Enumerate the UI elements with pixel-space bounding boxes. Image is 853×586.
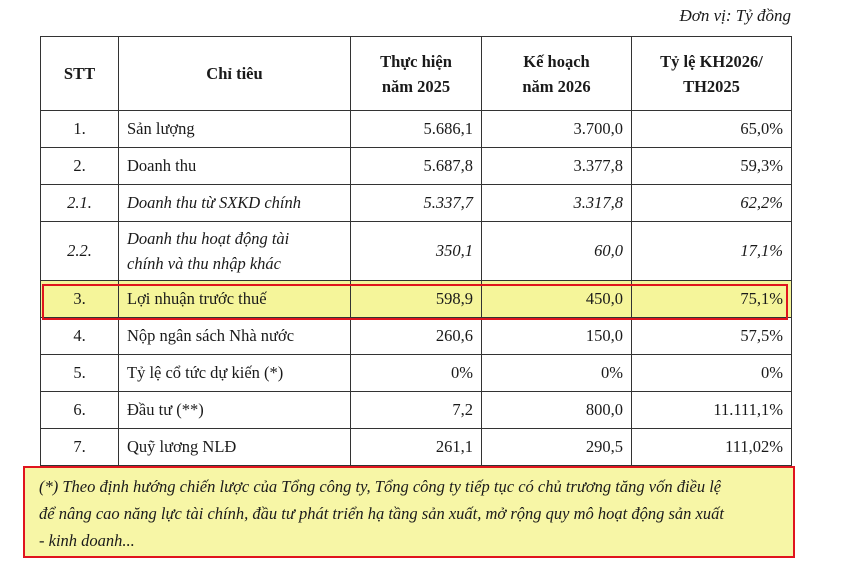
row-ratio: 59,3% [632,148,792,185]
row-plan: 150,0 [482,318,632,355]
row-actual: 261,1 [351,429,482,466]
footnote-box [23,466,795,558]
row-actual: 5.686,1 [351,111,482,148]
row-ratio: 111,02% [632,429,792,466]
header-actual-line1: Thực hiện [380,51,452,71]
row-ratio: 75,1% [632,281,792,318]
row-ratio: 62,2% [632,185,792,222]
row-plan: 3.317,8 [482,185,632,222]
table-row [41,318,792,355]
row-actual: 5.337,7 [351,185,482,222]
row-plan: 60,0 [482,222,632,281]
table-header-row [41,37,792,111]
header-ratio-line2: TH2025 [683,76,740,96]
row-ratio: 57,5% [632,318,792,355]
row-actual: 0% [351,355,482,392]
row-stt: 4. [41,318,119,355]
row-stt: 2. [41,148,119,185]
header-ratio [632,37,792,111]
row-ratio: 11.111,1% [632,392,792,429]
row-plan: 0% [482,355,632,392]
row-name: Doanh thu từ SXKD chính [119,185,351,222]
row-actual: 260,6 [351,318,482,355]
row-name [119,222,351,281]
row-plan: 450,0 [482,281,632,318]
row-name-line2: chính và thu nhập khác [127,254,281,273]
row-stt: 6. [41,392,119,429]
table-row-highlighted [41,281,792,318]
header-actual-2025 [351,37,482,111]
header-actual-line2: năm 2025 [381,76,451,96]
row-plan: 290,5 [482,429,632,466]
table-row [41,392,792,429]
row-plan: 3.700,0 [482,111,632,148]
financial-plan-table [40,36,792,466]
header-stt: STT [41,37,119,111]
row-name: Quỹ lương NLĐ [119,429,351,466]
row-name: Đầu tư (**) [119,392,351,429]
row-ratio: 0% [632,355,792,392]
row-name-line1: Doanh thu hoạt động tài [127,229,290,248]
footnote-line3: - kinh doanh... [39,531,135,550]
row-name: Doanh thu [119,148,351,185]
row-actual: 350,1 [351,222,482,281]
row-ratio: 65,0% [632,111,792,148]
table-row [41,111,792,148]
header-plan-2026 [482,37,632,111]
row-actual: 7,2 [351,392,482,429]
row-plan: 3.377,8 [482,148,632,185]
row-stt: 7. [41,429,119,466]
unit-label: Đơn vị: Tỷ đồng [679,6,791,25]
row-name: Lợi nhuận trước thuế [119,281,351,318]
row-ratio: 17,1% [632,222,792,281]
row-name: Sản lượng [119,111,351,148]
header-plan-line2: năm 2026 [522,76,591,96]
row-name: Tỷ lệ cổ tức dự kiến (*) [119,355,351,392]
row-actual: 598,9 [351,281,482,318]
table-row [41,429,792,466]
header-plan-line1: Kế hoạch [523,51,590,71]
row-stt: 1. [41,111,119,148]
row-stt: 5. [41,355,119,392]
row-plan: 800,0 [482,392,632,429]
table-row [41,222,792,281]
table-row [41,148,792,185]
row-stt: 2.1. [41,185,119,222]
header-ratio-line1: Tỷ lệ KH2026/ [660,51,763,71]
row-name: Nộp ngân sách Nhà nước [119,318,351,355]
table-row [41,185,792,222]
footnote-line1: (*) Theo định hướng chiến lược của Tổng công ty, Tổng công ty tiếp tục có chủ trương tăng vốn điều lệ [39,477,722,496]
header-name: Chỉ tiêu [119,37,351,111]
table-row [41,355,792,392]
row-stt: 3. [41,281,119,318]
footnote-line2: để nâng cao năng lực tài chính, đầu tư phát triển hạ tầng sản xuất, mở rộng quy mô hoạt động sản xuất [39,504,724,523]
row-stt: 2.2. [41,222,119,281]
row-actual: 5.687,8 [351,148,482,185]
